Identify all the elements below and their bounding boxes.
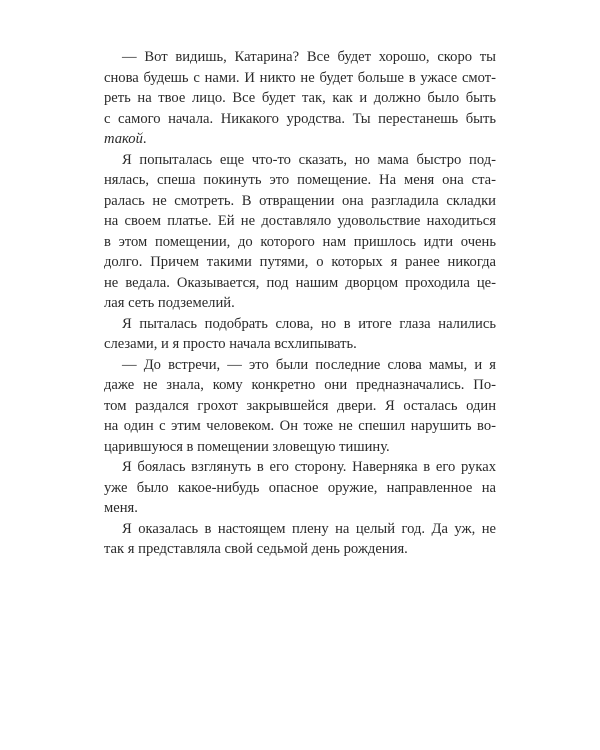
text-line: том раздался грохот закрывшейся двери. Я осталась один bbox=[104, 397, 496, 414]
text-line: с самого начала. Никакого уродства. Ты перестанешь быть bbox=[104, 110, 496, 127]
text-line: снова будешь с нами. И никто не будет больше в ужасе смот- bbox=[104, 69, 496, 86]
text-line: меня. bbox=[104, 500, 138, 516]
text-line: лая сеть подземелий. bbox=[104, 295, 235, 311]
text-line: Я боялась взглянуть в его сторону. Наверняка в его руках bbox=[122, 459, 496, 475]
text-line: Я оказалась в настоящем плену на целый год. Да уж, не bbox=[122, 520, 496, 537]
text-line: слезами, и я просто начала всхлипывать. bbox=[104, 336, 357, 352]
italic-word: такой bbox=[104, 131, 143, 147]
text-line: в этом помещении, до которого нам пришлось идти очень bbox=[104, 233, 496, 250]
punctuation: . bbox=[142, 131, 147, 147]
text-line: — До встречи, — это были последние слова мамы, и я bbox=[122, 356, 496, 373]
paragraph-4 bbox=[104, 355, 496, 458]
text-line: даже не знала, кому конкретно они предназначались. По- bbox=[104, 377, 496, 393]
text-line: на своем платье. Ей не доставляло удовольствие находиться bbox=[104, 213, 496, 229]
paragraph-1 bbox=[104, 47, 496, 150]
text-line: реть на твое лицо. Все будет так, как и должно было быть bbox=[104, 90, 496, 106]
paragraph-5 bbox=[104, 457, 496, 519]
text-line: — Вот видишь, Катарина? Все будет хорошо, скоро ты bbox=[122, 49, 496, 65]
body-text bbox=[104, 47, 496, 560]
text-line: на один с этим человеком. Он тоже не спешил нарушить во- bbox=[104, 418, 496, 434]
paragraph-6 bbox=[104, 519, 496, 560]
paragraph-2 bbox=[104, 150, 496, 314]
text-line: царившуюся в помещении зловещую тишину. bbox=[104, 438, 390, 455]
text-line: Я попыталась еще что-то сказать, но мама быстро под- bbox=[122, 151, 496, 168]
text-line: нялась, спеша покинуть это помещение. На меня она ста- bbox=[104, 172, 496, 188]
text-line bbox=[104, 129, 496, 150]
paragraph-3 bbox=[104, 314, 496, 355]
text-line: так я представляла свой седьмой день рождения. bbox=[104, 541, 408, 557]
text-line: не ведала. Оказывается, под нашим дворцом проходила це- bbox=[104, 274, 496, 291]
text-line: Я пыталась подобрать слова, но в итоге глаза налились bbox=[122, 315, 496, 332]
text-line: уже было какое-нибудь опасное оружие, направленное на bbox=[104, 479, 496, 496]
text-line: долго. Причем такими путями, о которых я ранее никогда bbox=[104, 254, 496, 270]
text-line: ралась не смотреть. В отвращении она разгладила складки bbox=[104, 192, 496, 209]
